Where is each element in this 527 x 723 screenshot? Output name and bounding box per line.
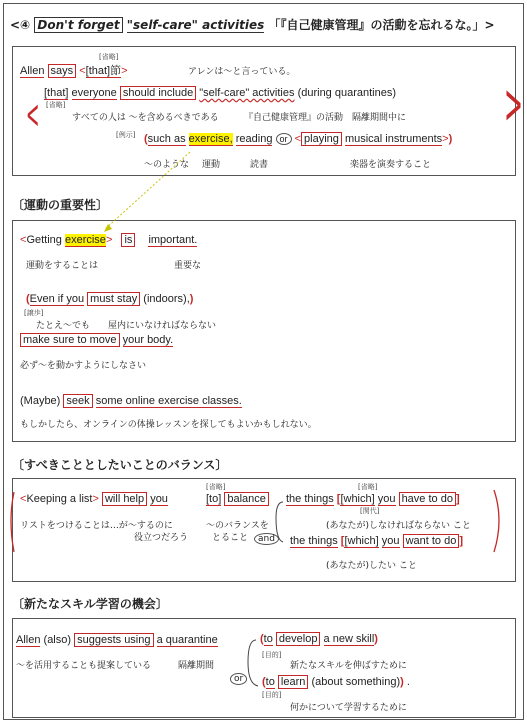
s2-seek: seek bbox=[63, 394, 92, 408]
s4-purpose2: [目的] bbox=[262, 691, 282, 699]
s4-develop: develop bbox=[276, 632, 321, 646]
s4-quarantine: a quarantine bbox=[156, 634, 218, 646]
s4-jp-quarantine: 隔離期間 bbox=[178, 661, 215, 671]
heading-exercise-importance: 〔運動の重要性〕 bbox=[12, 198, 109, 212]
title-self-care: "self-care" activities bbox=[126, 18, 265, 32]
s3-jp-balance1: 〜のバランスを bbox=[206, 521, 269, 531]
s2-jp-even: たとえ〜でも bbox=[36, 321, 91, 331]
s2-must-stay: must stay bbox=[87, 292, 140, 306]
s4-rp2: ) bbox=[400, 676, 404, 688]
s4-skill: a new skill bbox=[323, 633, 375, 645]
s2-jp-stay: 屋内にいなければならない bbox=[108, 321, 217, 331]
s2-lt: < bbox=[20, 234, 27, 246]
s3-bracket-left bbox=[11, 492, 14, 552]
s1-jp-during: 隔離期間中に bbox=[352, 113, 407, 123]
s2-classes: some online exercise classes. bbox=[95, 395, 242, 407]
s4-to1: to bbox=[263, 633, 273, 645]
s2-is: is bbox=[121, 233, 135, 247]
s1-lt: < bbox=[79, 65, 86, 77]
s3-jp-list: リストをつけることは…が〜するのに bbox=[20, 521, 173, 531]
s3-the-things2: the things bbox=[290, 535, 338, 547]
s2-rp: ) bbox=[189, 293, 194, 305]
s3-want-to-do: want to do bbox=[403, 534, 460, 548]
s2-gt: > bbox=[105, 234, 113, 246]
s2-jp-make: 必ず〜を動かすようにしなさい bbox=[20, 361, 147, 371]
s2-maybe: (Maybe) bbox=[20, 395, 61, 407]
title-dont-forget: Don't forget bbox=[34, 17, 122, 33]
s1-jp-such: 〜のような bbox=[144, 160, 190, 170]
s1-playing: playing bbox=[301, 132, 342, 146]
s2-important: important. bbox=[148, 234, 198, 246]
title-japanese: 「『自己健康管理』の活動を忘れるな。」> bbox=[268, 18, 495, 32]
s3-brace-left bbox=[276, 502, 283, 542]
s3-lb2: [ bbox=[340, 535, 345, 547]
s2-lp: ( bbox=[26, 293, 30, 305]
s3-keeping: Keeping a list bbox=[26, 493, 93, 505]
s3-abbr: [省略] bbox=[206, 483, 226, 491]
s3-which1: [which] bbox=[340, 493, 375, 505]
s3-and: and bbox=[254, 533, 279, 545]
s4-allen: Allen bbox=[16, 634, 41, 646]
s1-line3: (such as exercise, reading or < playing musical instruments>) bbox=[144, 133, 453, 145]
s2-your-body: your body. bbox=[122, 334, 174, 346]
s3-you2: you bbox=[381, 535, 400, 547]
s1-musical: musical instruments bbox=[344, 133, 443, 145]
s1-reading: reading bbox=[235, 133, 273, 145]
s4-or: or bbox=[230, 673, 247, 685]
s3-jp-want: (あなたが)したい こと bbox=[326, 561, 417, 571]
s1-that: [that] bbox=[44, 87, 69, 99]
s2-exercise: exercise bbox=[64, 234, 106, 246]
s1-jp-reading: 読書 bbox=[250, 160, 269, 170]
s1-jp-music: 楽器を演奏すること bbox=[350, 160, 432, 170]
s1-example-tag: [例示] bbox=[116, 131, 136, 139]
s4-purpose1: [目的] bbox=[262, 651, 282, 659]
s3-which2: [which] bbox=[344, 535, 379, 547]
s1-or: or bbox=[276, 133, 292, 145]
s3-jp-have: (あなたが)しなければならない こと bbox=[326, 521, 471, 531]
s4-lp1: ( bbox=[260, 633, 264, 645]
s4-lp2: ( bbox=[262, 676, 266, 688]
s1-jp-says: アレンは〜と言っている。 bbox=[188, 67, 296, 77]
s1-exercise: exercise, bbox=[188, 133, 233, 145]
s1-abbr-tag: [省略] bbox=[99, 53, 119, 61]
s1-says: says bbox=[48, 64, 77, 78]
s1-self-care: "self-care" activities bbox=[199, 87, 295, 99]
s3-rb1: ] bbox=[455, 493, 460, 505]
s1-lt2: < bbox=[294, 133, 302, 145]
s3-lt: < bbox=[20, 493, 27, 505]
s1-gt2: > bbox=[442, 133, 449, 145]
s3-gt: > bbox=[92, 493, 99, 505]
s1-should-include: should include bbox=[120, 86, 196, 100]
s3-will-help: will help bbox=[102, 492, 147, 506]
s4-brace bbox=[248, 640, 258, 686]
exercise-link-line bbox=[104, 152, 190, 230]
s3-jp-balance2: とること bbox=[212, 533, 249, 543]
s2-even-if: Even if you bbox=[29, 293, 85, 305]
s3-abbr2: [省略] bbox=[358, 483, 378, 491]
s4-also: (also) bbox=[43, 634, 72, 646]
s3-the-things1: the things bbox=[286, 493, 334, 505]
s3-you1: you bbox=[377, 493, 396, 505]
s2-indoors: (indoors), bbox=[143, 293, 190, 305]
s2-getting: Getting bbox=[26, 234, 62, 246]
s3-rel-tag: [関代] bbox=[360, 507, 380, 515]
s4-jp-learn: 何かについて学習するために bbox=[290, 703, 407, 713]
section1-right-bracket: > bbox=[504, 72, 523, 137]
s3-rb2: ] bbox=[459, 535, 463, 547]
s4-jp-suggest: 〜を活用することも提案している bbox=[16, 661, 152, 671]
s4-to2: to bbox=[265, 676, 275, 688]
s4-rp1: ) bbox=[374, 633, 378, 645]
s1-everyone: everyone bbox=[71, 87, 117, 99]
s2-jp-getting: 運動をすることは bbox=[26, 261, 99, 271]
s2-jp-important: 重要な bbox=[174, 261, 202, 271]
s4-about: (about something) bbox=[311, 676, 401, 688]
heading-new-skill: 〔新たなスキル学習の機会〕 bbox=[12, 597, 168, 611]
s3-lb1: [ bbox=[336, 493, 341, 505]
s1-jp-selfcare: 『自己健康管理』の活動 bbox=[244, 113, 344, 123]
s3-have-to-do: have to do bbox=[399, 492, 456, 506]
s2-jp-maybe: もしかしたら、オンラインの体操レッスンを探してもよいかもしれない。 bbox=[20, 420, 317, 430]
section1-left-bracket: < bbox=[26, 92, 40, 138]
s3-bracket-right bbox=[494, 490, 499, 552]
s4-jp-develop: 新たなスキルを伸ばすために bbox=[290, 661, 407, 671]
s1-abbr2: [省略] bbox=[46, 101, 66, 109]
s3-jp-help: 役立つだろう bbox=[134, 533, 189, 543]
s1-during: (during quarantines) bbox=[297, 87, 397, 99]
s3-balance: balance bbox=[224, 492, 269, 506]
s4-learn: learn bbox=[278, 675, 308, 689]
exercise-link-arrow bbox=[104, 224, 112, 232]
s3-to: [to] bbox=[206, 493, 222, 505]
s4-suggests: suggests using bbox=[74, 633, 153, 647]
s1-jp-exercise: 運動 bbox=[202, 160, 221, 170]
s1-jp-everyone: すべての人は 〜を含めるべきである bbox=[72, 113, 219, 123]
s4-period: . bbox=[406, 676, 410, 688]
s1-that-clause: [that]節 bbox=[85, 65, 122, 77]
heading-balance: 〔すべきこととしたいことのバランス〕 bbox=[12, 458, 228, 472]
s2-make-sure: make sure to move bbox=[20, 333, 120, 347]
title-number: <④ bbox=[10, 18, 31, 32]
s3-you: you bbox=[150, 493, 168, 505]
s1-gt: > bbox=[121, 65, 128, 77]
s1-such-as: such as bbox=[147, 133, 186, 145]
s1-allen: Allen bbox=[20, 65, 45, 77]
s2-concede-tag: [譲歩] bbox=[24, 309, 44, 317]
